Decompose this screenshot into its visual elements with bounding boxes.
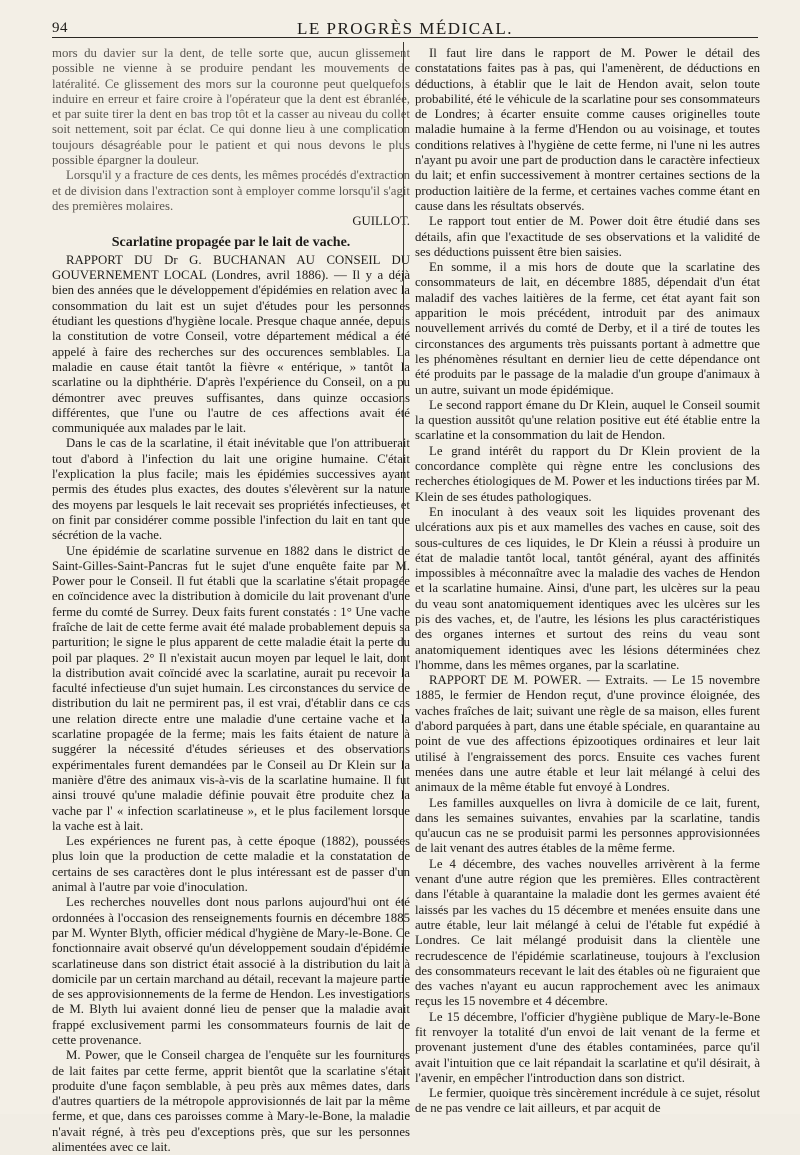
paragraph: Le 15 décembre, l'officier d'hygiène publique de Mary-le-Bone fit renvoyer la totalité d'un envoi de lait venant de la ferme et provenant justement d'une des étables contaminées, parce qu'il avait l'intuition que ce lait répandait la scarlatine et qu'il désirait, à l'avenir, en empêcher l'introduction dans son district. (415, 1009, 760, 1085)
paragraph: En inoculant à des veaux soit les liquides provenant des ulcérations aux pis et aux mamelles des vaches en cause, soit des sous-cultures de ces liquides, le Dr Klein a réussi à produire un état de maladie tantôt local, tantôt général, ayant des affinités impossibles à méconnaître avec la maladie des vaches de Hendon et la scarlatine humaine. Ainsi, d'une part, les ulcères sur la peau du veau sont anatomiquement identiques avec les ulcères sur les pis des vaches, et, de l'autre, les lésions les plus caractéristiques des organes internes et surtout des reins du veau sont anatomiquement identiques avec les lésions déterminées chez l'homme, dans les mêmes organes, par la scarlatine. (415, 504, 760, 672)
paragraph: Il faut lire dans le rapport de M. Power le détail des constatations faites pas à pas, qui l'amenèrent, de déductions en déductions, à établir que le lait de Hendon avait, selon toute probabilité, été le véhicule de la scarlatine pour ses consommateurs de Londres; à écarter ensuite comme causes originelles toute maladie humaine à la ferme d'Hendon ou au voisinage, et toutes conditions relatives à l'hygiène de cette ferme, ni l'une ni les autres n'ayant pu avoir une part de production dans le caractère infectieux du lait; et enfin successivement à montrer certaines sections de la production laitière de la ferme, et certaines vaches comme étant en cause dans les résultats observés. (415, 46, 760, 213)
paragraph: Le grand intérêt du rapport du Dr Klein provient de la concordance complète qui règne entre les conclusions des recherches étiologiques de M. Power et les inductions tirées par M. Klein de ses études pathologiques. (415, 443, 760, 504)
paragraph: mors du davier sur la dent, de telle sorte que, aucun glissement possible ne vienne à se produire pendant les mouvements de latéralité. Ce glissement des mors sur la couronne peut quelquefois induire en erreur et faire croire à l'opérateur que la dent est ébranlée, et par suite tirer la dent en bas trop tôt et la casser au niveau du collet soit nettement, soit par éclat. Ce qui donne lieu à une complication toujours désagréable pour le patient et qui nous devons le plus possible épargner la douleur. (52, 46, 410, 168)
paragraph: RAPPORT DU Dr G. BUCHANAN AU CONSEIL DU GOUVERNEMENT LOCAL (Londres, avril 1886). — Il y a déjà bien des années que le développement d'épidémies en relation avec la consommation du lait est un sujet d'études pour les personnes étudiant les questions d'hygiène locale. Presque chaque année, depuis la constitution de votre Conseil, votre département médical a été appelé à faire des recherches sur des occurences semblables. La maladie en cause était tantôt la fièvre « entérique, » tantôt la scarlatine ou la diphthérie. D'après l'expérience du Conseil, on a pu démontrer avec preuves suffisantes, dans quinze occasions différentes, que l'une ou l'autre de ces affections avait été communiquée aux malades par le lait. (52, 252, 410, 436)
page-number: 94 (52, 20, 68, 36)
paragraph: Les expériences ne furent pas, à cette époque (1882), poussées plus loin que la production de cette maladie et la constatation de certains de ses caractères dont le plus intéressant est de passer d'un animal à l'autre par voie d'inoculation. (52, 834, 410, 895)
section-title: Scarlatine propagée par le lait de vache. (111, 234, 351, 250)
paragraph: Les familles auxquelles on livra à domicile de ce lait, furent, dans les semaines suivantes, envahies par la scarlatine, tandis qu'aucun cas ne se produisit parmi les personnes approvisionnées de lait venant des autres étables de la même ferme. (415, 795, 760, 856)
paragraph: Dans le cas de la scarlatine, il était inévitable que l'on attribuerait tout d'abord à l'infection du lait une origine humaine. C'était l'explication la plus facile; mais les épidémies successives ayant permis des études plus exactes, des doutes s'élevèrent sur la nature des moyens par lesquels le lait recevait ses propriétés infectieuses, et on finit par considérer comme possible l'infection du lait en tant que sécrétion de la vache. (52, 436, 410, 543)
paragraph: Les recherches nouvelles dont nous parlons aujourd'hui ont été ordonnées à l'occasion des renseignements fournis en décembre 1885 par M. Wynter Blyth, officier médical d'hygiène de Mary-le-Bone. Ce fonctionnaire avait observé qu'un développement soudain d'épidémie scarlatineuse dans son district était associé à la distribution du lait à domicile par un certain marchand au détail, recevant la majeure partie de ses approvisionnements de la ferme de Hendon. Les investigations de M. Blyth lui avaient donné lieu de penser que la maladie avait frappé exclusivement parmi les consommateurs fournis de lait de cette provenance. (52, 895, 410, 1047)
paragraph: RAPPORT DE M. POWER. — Extraits. — Le 15 novembre 1885, le fermier de Hendon reçut, d'une province éloignée, des vaches fraîches de lait; suivant une règle de sa maison, elles furent d'abord parquées à part, dans une étable spéciale, en quarantaine au point de vue des affections épizootiques ordinaires et leur lait utilisé à l'engraissement des porcs. Ensuite ces vaches furent menées dans une autre étable et leur lait mélangé à celui des animaux de la même étable fut envoyé à Londres. (415, 673, 760, 795)
author-signature: GUILLOT. (352, 214, 410, 229)
column-divider (403, 42, 404, 1088)
paragraph: Le 4 décembre, des vaches nouvelles arrivèrent à la ferme venant d'une autre région que les premières. Elles contractèrent dans l'étable à quarantaine la maladie dont les germes avaient été laissés par les vaches du 15 décembre et menées ensuite dans une autre étable, leur lait mélangé à celui de l'étable fut expédié à Londres. Ce lait mélangé produisit dans la clientèle une recrudescence de l'épidémie scarlatineuse, toujours à l'exclusion des consommateurs recevant le lait des étables où ne figuraient que des vaches n'ayant eu aucun rapprochement avec les animaux reçus les 15 novembre et 4 décembre. (415, 856, 760, 1009)
paragraph: Le second rapport émane du Dr Klein, auquel le Conseil soumit la question aussitôt qu'une relation positive eut été établie entre la scarlatine et la consommation du lait de Hendon. (415, 397, 760, 443)
paragraph: En somme, il a mis hors de doute que la scarlatine des consommateurs de lait, en décembre 1885, dépendait d'un état maladif des vaches laitières de la ferme, cet état ayant fait son apparition le mois précédent, introduit par des animaux nouvellement arrivés du comté de Derby, et il a tiré de toutes les circonstances des arguments très puissants portant à admettre que les phénomènes résultant en dernier lieu de cette dépendance ont été produits par le passage de la maladie d'un groupe d'animaux à un autre, suivant un mode épidémique. (415, 260, 760, 397)
paragraph: Une épidémie de scarlatine survenue en 1882 dans le district de Saint-Gilles-Saint-Pancras fut le sujet d'une enquête faite par M. Power pour le Conseil. Il fut établi que la scarlatine s'était propagée en coïncidence avec la distribution à domicile du lait provenant d'une ferme du comté de Surrey. Deux faits furent constatés : 1° Une vache fraîche de lait de cette ferme avait été malade probablement depuis sa parturition; le signe le plus apparent de cette maladie était la perte du poil par plaques. 2° Il n'existait aucun moyen par lequel le lait, dont la distribution avait coïncidé avec la scarlatine, aurait pu recevoir la faculté infectieuse d'un sujet humain. Les circonstances du service de distribution du lait ne permirent pas, il est vrai, d'établir dans ce cas une relation directe entre une maladie d'une certaine vache et la scarlatine propagée de la ferme; mais les faits étaient de nature à suggérer la nécessité d'études sérieuses et des observations expérimentales furent demandées par le Conseil au Dr Klein sur la manière d'être des animaux vis-à-vis de la scarlatine humaine. Il fut ainsi trouvé qu'une maladie définie pouvait être produite chez la vache par l' « infection scarlatineuse », et le plus facilement lorsque la vache est à lait. (52, 543, 410, 833)
paragraph: Le rapport tout entier de M. Power doit être étudié dans ses détails, afin que l'exactitude de ses observations et la validité de ses déductions puissent être bien saisies. (415, 214, 760, 259)
paragraph: Lorsqu'il y a fracture de ces dents, les mêmes procédés d'extraction et de division dans l'extraction sont à employer comme lorsqu'il s'agit des premières molaires. (52, 168, 410, 213)
journal-title: LE PROGRÈS MÉDICAL. (297, 19, 513, 38)
paragraph: Le fermier, quoique très sincèrement incrédule à ce sujet, résolut de ne pas vendre ce lait ailleurs, et par acquit de (415, 1086, 761, 1116)
paragraph: M. Power, que le Conseil chargea de l'enquête sur les fournitures de lait faites par cette ferme, apprit bientôt que la scarlatine s'était produite d'une façon semblable, à peu près aux mêmes dates, dans d'autres quartiers de la métropole approvisionnés de lait par la même ferme, et que, dans ces paroisses comme à Mary-le-Bone, la maladie n'avait régné, à très peu d'exceptions près, que sur les personnes alimentées avec ce lait. (52, 1048, 410, 1155)
header-rule (52, 37, 758, 38)
left-column (52, 46, 410, 1155)
right-column (415, 46, 761, 1116)
signature-line (52, 214, 410, 229)
